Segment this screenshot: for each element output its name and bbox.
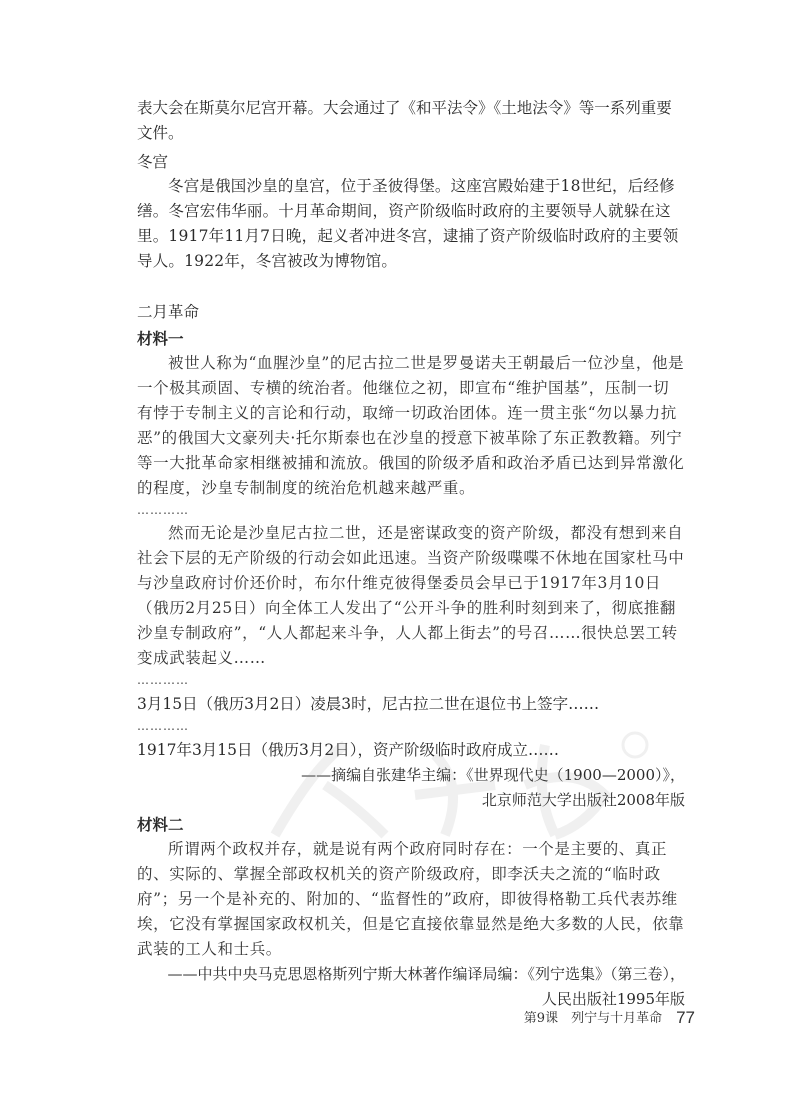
page-footer [524, 1007, 695, 1028]
material-1-title: 材料一 [137, 330, 184, 348]
material-2-source-line-1: ——中共中央马克思恩格斯列宁斯大林著作编译局编：《列宁选集》（第三卷）， [167, 965, 685, 983]
lesson-title: 第9课 列宁与十月革命 [523, 1011, 663, 1026]
winter-palace-title: 冬宫 [137, 153, 169, 171]
material-1-paragraph-1: 被世人称为“血腥沙皇”的尼古拉二世是罗曼诺夫王朝最后一位沙皇，他是一个极其顽固、专横的统治者。他继位之初，即宣布“维护国基”，压制一切有悖于专制主义的言论和行动，取缔一切政治团体。连一贯主张“勿以暴力抗恶”的俄国大文豪列夫·托尔斯泰也在沙皇的授意下被革除了东正教教籍。列宁等一大批革命家相继被捕和流放。俄国的阶级矛盾和政治矛盾已达到异常激化的程度，沙皇专制制度的统治危机越来越严重。 [137, 354, 685, 497]
material-1-paragraph-2: 然而无论是沙皇尼古拉二世，还是密谋政变的资产阶级，都没有想到来自社会下层的无产阶级的行动会如此迅速。当资产阶级喋喋不休地在国家杜马中与沙皇政府讨价还价时，布尔什维克彼得堡委员会早已于1917年3月10日（俄历2月25日）向全体工人发出了“公开斗争的胜利时刻到来了，彻底推翻沙皇专制政府”，“人人都起来斗争，人人都上街去”的号召……很快总罢工转变成武装起义…… [137, 524, 685, 667]
ellipsis-2: ………… [137, 673, 189, 687]
material-1-source-line-2: 北京师范大学出版社2008年版 [481, 791, 685, 809]
february-revolution-title: 二月革命 [137, 303, 200, 321]
material-2-source-line-2: 人民出版社1995年版 [541, 990, 685, 1008]
page-number: 77 [676, 1008, 695, 1027]
top-line: 表大会在斯莫尔尼宫开幕。大会通过了《和平法令》《土地法令》等一系列重要文件。 [137, 99, 672, 142]
publisher-watermark [255, 725, 675, 845]
material-1-line-4: 1917年3月15日（俄历3月2日），资产阶级临时政府成立…… [137, 741, 560, 759]
material-1-source-line-1: ——摘编自张建华主编：《世界现代史（1900—2000）》， [301, 766, 685, 784]
winter-palace-text: 冬宫是俄国沙皇的皇宫，位于圣彼得堡。这座宫殿始建于18世纪，后经修缮。冬宫宏伟华丽。十月革命期间，资产阶级临时政府的主要领导人就躲在这里。1917年11月7日晚，起义者冲进冬宫，逮捕了资产阶级临时政府的主要领导人。1922年，冬宫被改为博物馆。 [137, 177, 679, 270]
material-1-line-3: 3月15日（俄历3月2日）凌晨3时，尼古拉二世在退位书上签字…… [137, 695, 600, 713]
top-paragraph [137, 96, 685, 146]
ellipsis-1: ………… [137, 503, 189, 517]
material-2-paragraph: 所谓两个政权并存，就是说有两个政府同时存在：一个是主要的、真正的、实际的、掌握全部政权机关的资产阶级政府，即李沃夫之流的“临时政府”；另一个是补充的、附加的、“监督性的”政府，即彼得格勒工兵代表苏维埃，它没有掌握国家政权机关，但是它直接依靠显然是绝大多数的人民，依靠武装的工人和士兵。 [137, 840, 685, 958]
material-2-title: 材料二 [137, 816, 184, 834]
ellipsis-3: ………… [137, 719, 189, 733]
february-revolution-section [137, 300, 685, 1012]
winter-palace-section [137, 150, 685, 274]
